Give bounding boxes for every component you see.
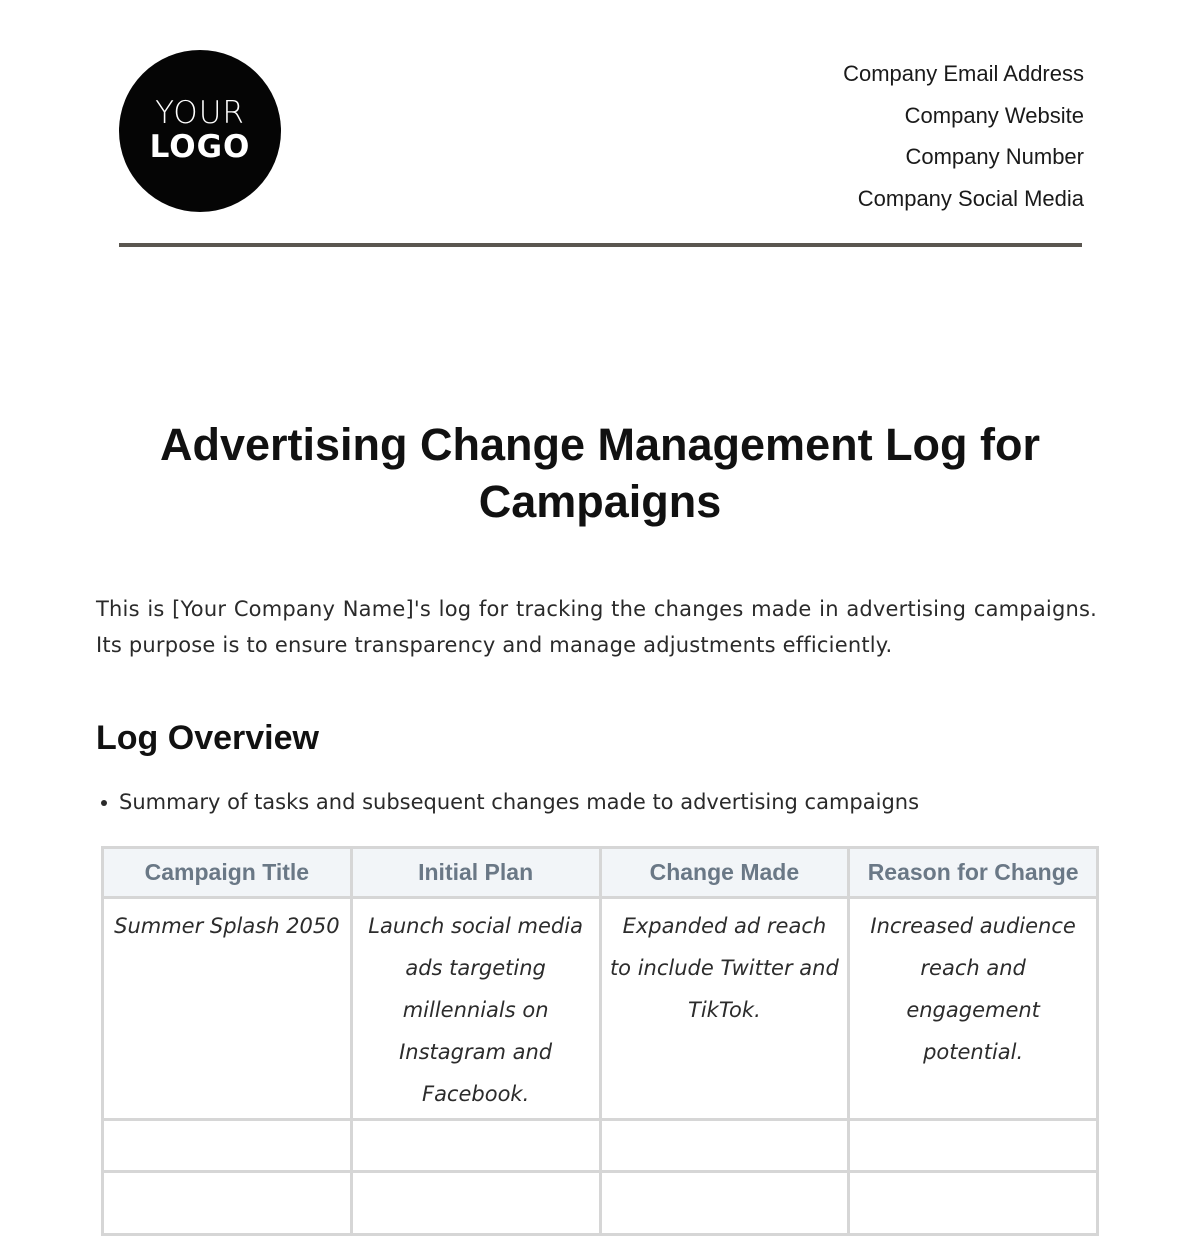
company-email: Company Email Address (843, 61, 1084, 86)
table-cell (103, 1120, 352, 1172)
company-number: Company Number (905, 144, 1084, 169)
table-cell: Expanded ad reach to include Twitter and TikTok. (600, 898, 849, 1120)
company-contact-block (843, 53, 1084, 219)
bullet-dot-icon (101, 800, 107, 806)
table-cell (849, 1172, 1098, 1235)
change-log-table (101, 846, 1099, 1236)
bullet-item (101, 790, 919, 814)
table-row (103, 1172, 1098, 1235)
header-change-made: Change Made (600, 848, 849, 898)
table-cell (351, 1172, 600, 1235)
logo-line-1: YOUR (155, 95, 245, 131)
header-campaign-title: Campaign Title (103, 848, 352, 898)
logo-line-2: LOGO (149, 129, 251, 165)
header-initial-plan: Initial Plan (351, 848, 600, 898)
table-cell: Summer Splash 2050 (103, 898, 352, 1120)
company-website: Company Website (904, 102, 1084, 128)
table-cell (103, 1172, 352, 1235)
table-row (103, 1120, 1098, 1172)
table-cell (849, 1120, 1098, 1172)
table-row (103, 898, 1098, 1120)
header-divider (119, 243, 1082, 247)
table-cell: Launch social media ads targeting millennials on Instagram and Facebook. (351, 898, 600, 1120)
section-heading: Log Overview (96, 719, 319, 757)
intro-paragraph: This is [Your Company Name]'s log for tracking the changes made in advertising campaigns. Its purpose is to ensure transparency and manage adjustments efficiently. (96, 597, 1097, 657)
table-cell (600, 1120, 849, 1172)
table-cell (351, 1120, 600, 1172)
bullet-text: Summary of tasks and subsequent changes made to advertising campaigns (119, 790, 920, 814)
company-social-media: Company Social Media (857, 185, 1084, 211)
table-header-row (103, 848, 1098, 898)
table-cell (600, 1172, 849, 1235)
header-reason-for-change: Reason for Change (849, 848, 1098, 898)
table-cell: Increased audience reach and engagement potential. (849, 898, 1098, 1120)
company-logo (119, 50, 281, 212)
document-title: Advertising Change Management Log for Campaigns (159, 419, 1041, 527)
